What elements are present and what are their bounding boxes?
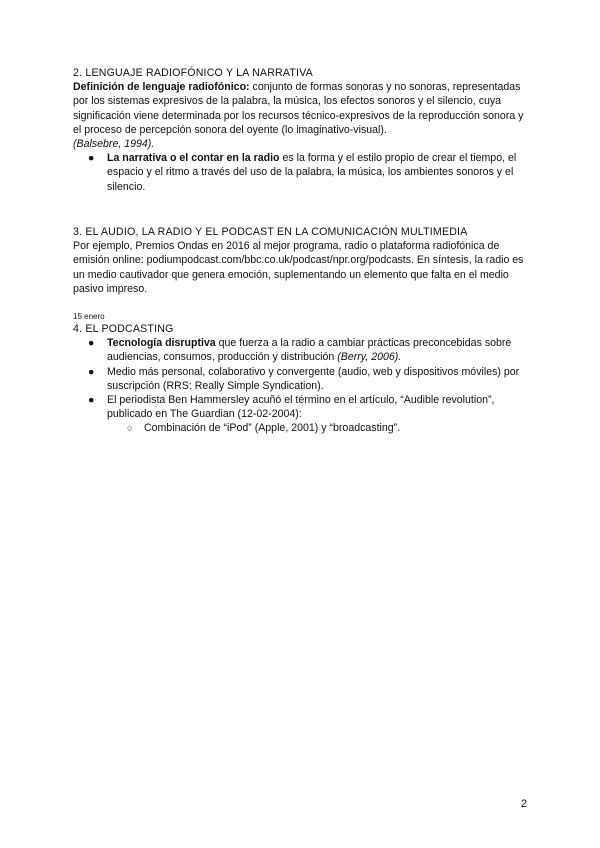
disruptiva-citation: (Berry, 2006). — [337, 351, 402, 364]
bullet-icon: ● — [88, 337, 95, 350]
hollow-bullet-icon: ○ — [127, 423, 133, 434]
combinacion-text: Combinación de “iPod” (Apple, 2001) y “broadcasting”. — [144, 422, 401, 435]
definition-text: conjunto de formas sonoras y no sonoras, representadas por los sistemas expresivos de la palabra, la música, los efectos sonoros y el silencio, cuya significación viene determinada por los recursos técnico-expresivos de la reproducción sonora y el proceso de percepción sonora del oyente (lo imaginativo-visual). — [73, 81, 524, 136]
medio-text: Medio más personal, colaborativo y convergente (audio, web y dispositivos móviles) por suscripción (RRS: Really Simple Syndication). — [107, 365, 520, 392]
section-3-heading: 3. EL AUDIO, LA RADIO Y EL PODCAST EN LA COMUNICACIÓN MULTIMEDIA — [73, 226, 468, 238]
definition-term: Definición de lenguaje radiofónico: — [73, 81, 250, 94]
section-3 — [73, 225, 528, 296]
section-4-list — [73, 336, 528, 435]
narrativa-term: La narrativa o el contar en la radio — [107, 152, 280, 165]
disruptiva-text: que fuerza a la radio a cambiar prácticas preconcebidas sobre audiencias, consumos, producción y distribución — [107, 337, 512, 364]
section-3-body: Por ejemplo, Premios Ondas en 2016 al mejor programa, radio o plataforma radiofónica de emisión online: podiumpodcast.com/bbc.co.uk/podcast/npr.org/podcasts. En síntesis, la radio es un medio cautivador que genera emoción, suplementando un elemento que falta en el medio pasivo impreso. — [73, 240, 524, 295]
section-2 — [73, 66, 528, 194]
list-item-hammersley — [73, 393, 528, 421]
list-subitem-combinacion — [73, 421, 528, 435]
list-item-narrativa — [73, 151, 528, 194]
narrativa-text: es la forma y el estilo propio de crear el tiempo, el espacio y el ritmo a través del uso de la palabra, la música, los ambientes sonoros y el silencio. — [107, 152, 517, 193]
page-number: 2 — [520, 798, 527, 810]
bullet-icon: ● — [88, 365, 95, 378]
date-note: 15 enero — [73, 312, 105, 321]
section-4 — [73, 311, 528, 436]
bullet-icon: ● — [88, 394, 95, 407]
bullet-icon: ● — [88, 152, 95, 165]
hammersley-text: El periodista Ben Hammersley acuñó el término en el artículo, “Audible revolution”, publicado en The Guardian (12-02-2004): — [107, 394, 495, 421]
definition-paragraph — [73, 80, 528, 137]
definition-citation: (Balsebre, 1994). — [73, 138, 155, 151]
disruptiva-term: Tecnología disruptiva — [107, 337, 216, 350]
list-item-medio — [73, 365, 528, 393]
list-item-disruptiva — [73, 336, 528, 364]
section-2-heading: 2. LENGUAJE RADIOFÓNICO Y LA NARRATIVA — [73, 67, 313, 79]
section-2-list — [73, 151, 528, 194]
section-4-heading: 4. EL PODCASTING — [73, 323, 174, 335]
